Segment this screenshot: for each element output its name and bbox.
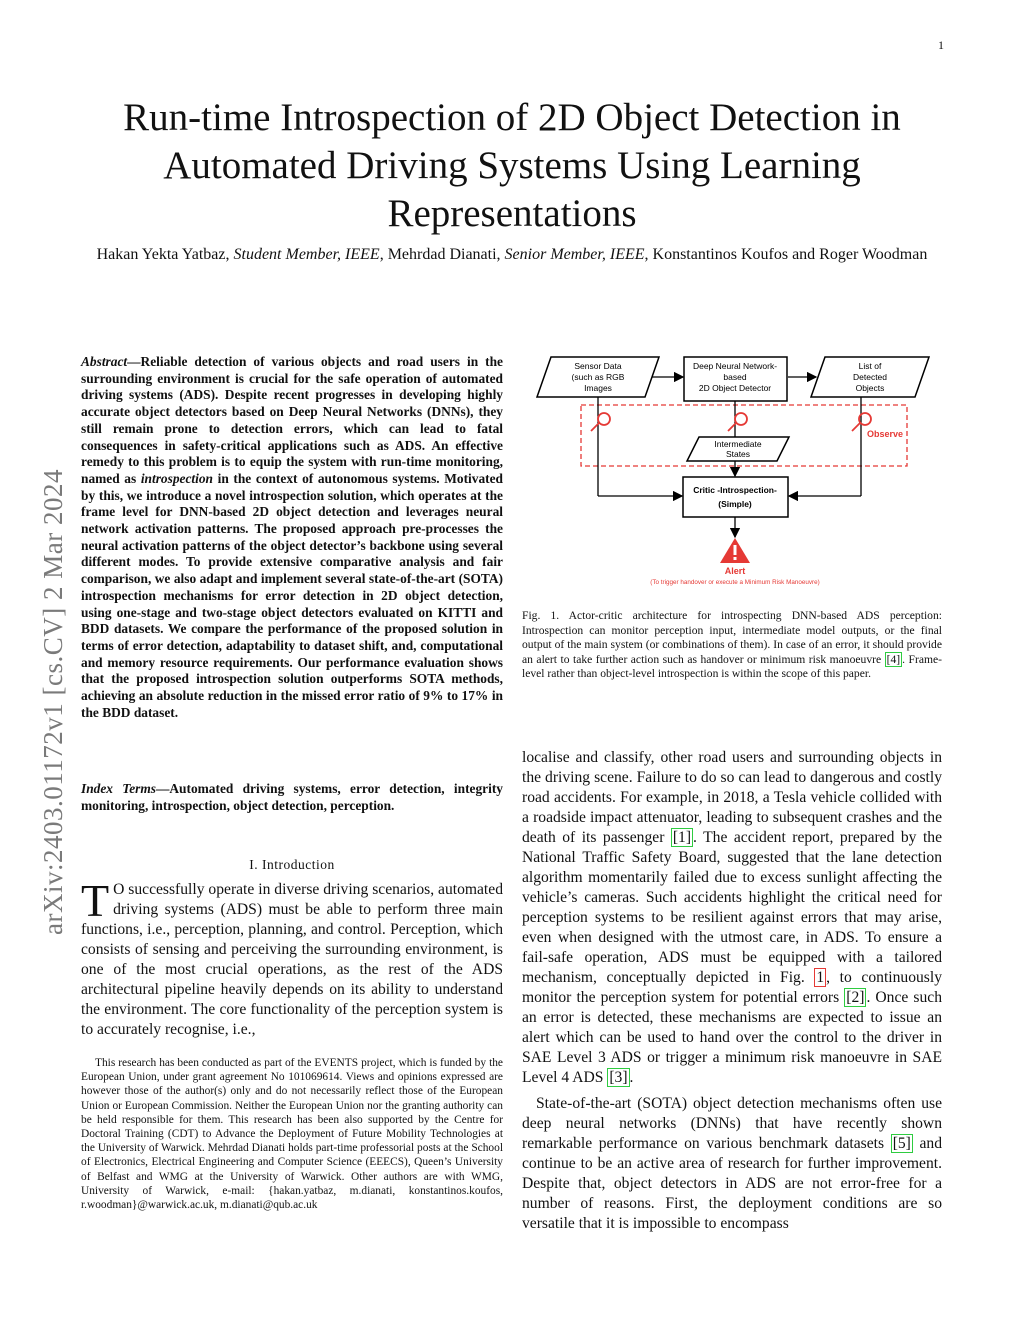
abstract-label: Abstract [81,354,128,369]
author-1: Hakan Yekta Yatbaz, [96,246,230,263]
dnn-label-3: 2D Object Detector [698,383,772,393]
body-text: . [629,1069,634,1086]
body-text: . The accident report, prepared by the National Traffic Safety Board, suggested that the lane detection algorithm momentarily failed due to excess sunlight affecting the vehicle’s cameras. Such accidents highlight the critical need for perception systems to be resilient against errors that may arise, even when designed with the utmost care, in ADS. To ensure a fail-safe operation, ADS must be equipped with a tailored mechanism, conceptually depicted in Fig. [522,829,942,986]
figure-1-diagram [533,355,945,593]
right-column-body [522,748,942,1234]
critic-label-1: Critic -Introspection- [693,485,777,495]
arxiv-stamp [8,355,68,935]
abstract-text-1: —Reliable detection of various objects and road users in the surrounding environment is crucial for the safe operation of automated driving systems (ADS). Despite recent progresses in developing highly accurate object detectors based on Deep Neural Networks (DNNs), they still remain prone to detection errors, which can lead to fatal consequences in safety-critical applications such as ADS. An effective remedy to this problem is to equip the system with run-time monitoring, named as [81,354,503,486]
body-text: and continue to be an active area of research for further improvement. Despite that, object detectors in ADS are not error-free for a number of reasons. First, the deployment conditions are so versatile that it is impossible to encompass [522,1135,942,1232]
author-list [70,244,954,266]
paper-title: Run-time Introspection of 2D Object Detection in Automated Driving Systems Using Learning Representations [123,96,901,235]
critic-label-2: (Simple) [718,499,752,509]
body-text: localise and classify, other road users and surrounding objects in the driving scene. Failure to do so can lead to dangerous and costly road accidents. For example, in 2018, a Tesla vehicle collided with a roadside impact attenuator, leading to subsequent crashes and the death of its passenger [522,749,942,846]
drop-cap: T [81,875,110,926]
list-label-1: List of [858,361,882,371]
author-2: , Mehrdad Dianati, [379,246,501,263]
body-paragraph [522,748,942,1088]
author-2-role: Senior Member, IEEE [504,246,645,263]
page-number: 1 [938,38,944,52]
intro-paragraph [81,875,503,1040]
dnn-label-2: based [723,372,747,382]
footnote-text: This research has been conducted as part of the EVENTS project, which is funded by the European Union, under grant agreement No 101069614. Views and opinions expressed are however those of the author(s) only and do not necessarily reflect those of the European Union or European Commission. Neither the European Union nor the granting authority can be held responsible for them. This research has been also supported by the Centre for Doctoral Training (CDT) to Advance the Deployment of Future Mobility Technologies at the University of Warwick. Mehrdad Dianati holds part-time professorial posts at the School of Electronics, Electrical Engineering and Computer Science (EEECS), Queen’s University of Belfast and WMG at the University of Warwick. Other authors are with WMG, University of Warwick, e-mail: {hakan.yatbaz, m.dianati, konstantinos.koufos, r.woodman}@warwick.ac.uk, m.dianati@qub.ac.uk [81,1057,503,1212]
magnifier-icon [728,413,747,431]
figure-link[interactable]: 1 [816,969,825,986]
list-label-2: Detected [852,372,888,382]
caption-text-1: Fig. 1. Actor-critic architecture for introspecting DNN-based ADS perception: Introspection can monitor perception input, intermediate model outputs, or the final output of the main system (or combinations of them). In case of an error, it should provide an alert to take further action such as handover or minimum risk manoeuvre [522,609,942,666]
list-label-3: Objects [855,383,885,393]
inter-label-1: Intermediate [714,439,762,449]
abstract [81,354,503,721]
abstract-emphasis: introspection [140,470,213,486]
index-terms-text: —Automated driving systems, error detection, integrity monitoring, introspection, object detection, perception. [81,781,503,813]
body-text: State-of-the-art (SOTA) object detection mechanisms often use deep neural networks (DNNs) that have recently shown remarkable performance on various benchmark datasets [522,1095,942,1152]
abstract-text-2: in the context of autonomous systems. Motivated by this, we introduce a novel introspection solution, which operates at the frame level for DNN-based 2D object detection and leverages neural network activation patterns. The proposed approach pre-processes the neural activation patterns of the object detector’s backbone using several different modes. To provide extensive comparative analysis and fair comparison, we also adapt and implement several state-of-the-art (SOTA) introspection mechanisms for error detection in 2D object detection, using one-stage and two-stage object detectors evaluated on KITTI and BDD datasets. We compare the performance of the proposed solution in terms of error detection, adaptability to dataset shift, and, computational and memory resource requirements. Our performance evaluation shows that the proposed introspection solution outperforms SOTA methods, achieving an absolute reduction in the missed error ratio of 9% to 17% in the BDD dataset. [81,470,503,720]
footnote [81,1056,503,1212]
observe-label: Observe [867,429,904,439]
citation-link[interactable]: [5] [892,1135,911,1152]
figure-caption [522,609,942,682]
body-paragraph [522,1094,942,1234]
alert-icon [720,538,750,563]
citation-link[interactable]: [4] [886,652,901,666]
arxiv-stamp-text: arXiv:2403.01172v1 [cs.CV] 2 Mar 2024 [38,469,68,935]
alert-label: Alert [724,566,746,576]
body-text: , to continuously monitor the perception system for potential errors [522,969,942,1006]
magnifier-icon [591,413,610,431]
sensor-label-2: (such as RGB [571,372,625,382]
citation-link[interactable]: [2] [846,989,865,1006]
critic-box [683,477,788,517]
intro-text: O successfully operate in diverse driving scenarios, automated driving systems (ADS) must be able to perform three main functions, i.e., perception, planning, and control. Perception, which consists of sensing and perceiving the surrounding environment, is one of the most crucial operations, as the rest of the ADS architectural pipeline heavily depends on its ability to understand the environment. The core functionality of the perception system is to accurately recognise, i.e., [81,881,503,1038]
citation-link[interactable]: [1] [672,829,692,846]
author-3: , Konstantinos Koufos and Roger Woodman [644,246,928,263]
citation-link[interactable]: [3] [609,1069,628,1086]
inter-label-2: States [725,449,751,459]
index-terms [81,781,503,814]
alert-note: (To trigger handover or execute a Minimum Risk Manoeuvre) [650,579,820,586]
sensor-label-1: Sensor Data [574,361,622,371]
section-heading: I. Introduction [249,857,335,872]
caption-text-2: . Frame-level rather than object-level introspection is within the scope of this paper. [522,652,942,681]
author-1-role: Student Member, IEEE [233,246,380,263]
index-terms-label: Index Terms [81,781,156,796]
dnn-label-1: Deep Neural Network- [692,361,778,371]
sensor-label-3: Images [584,383,612,393]
body-text: . Once such an error is detected, these mechanisms are expected to issue an alert which can be used to hand over the control to the driver in SAE Level 3 ADS or trigger a minimum risk manoeuvre in SAE Level 4 ADS [522,989,942,1086]
